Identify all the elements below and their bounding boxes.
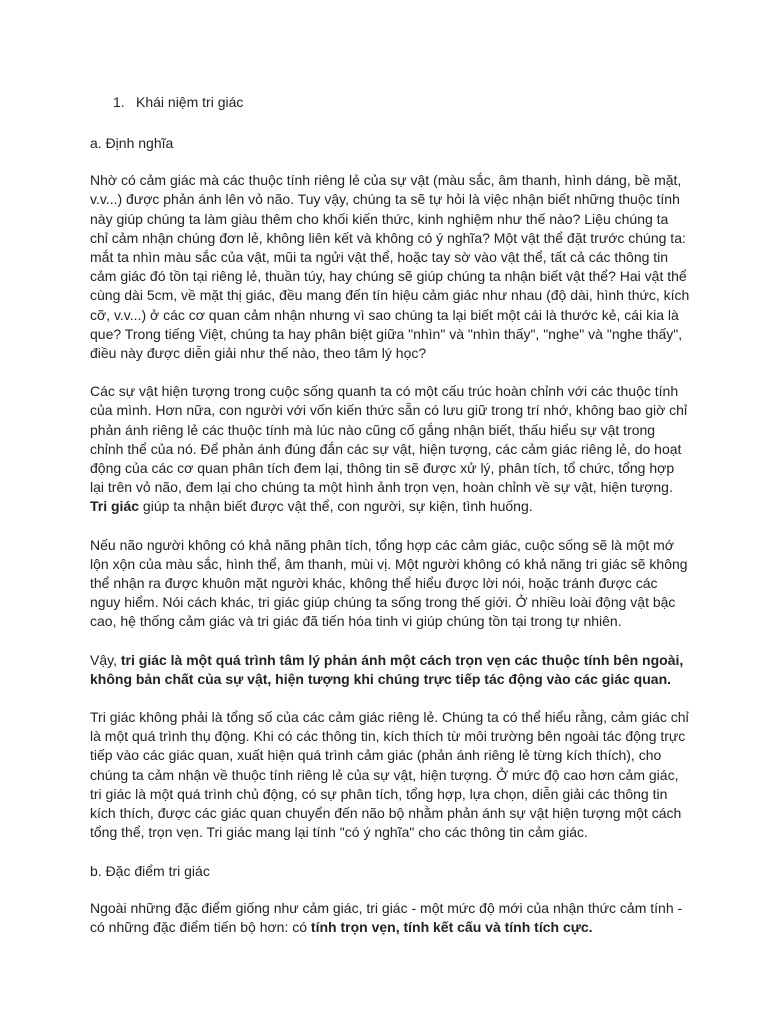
- definition-bold: tri giác là một quá trình tâm lý phản ánh một cách trọn vẹn các thuộc tính bên ngoài, không bản chất của sự vật, hiện tượng khi chúng trực tiếp tác động vào các giác quan.: [90, 651, 684, 687]
- section-a-paragraph-2: [90, 382, 690, 516]
- section-a-title: a. Định nghĩa: [90, 135, 174, 151]
- section-a-paragraph-5: Tri giác không phải là tổng số của các cảm giác riêng lẻ. Chúng ta có thể hiểu rằng, cảm giác chỉ là một quá trình thụ động. Khi có các thông tin, kích thích từ môi trường bên ngoài tác động trực tiếp vào các giác quan, xuất hiện quá trình cảm giác (phản ánh riêng lẻ từng kích thích), cho chúng ta cảm nhận về thuộc tính riêng lẻ của sự vật, hiện tượng. Ở mức độ cao hơn cảm giác, tri giác là một quá trình chủ động, có sự phân tích, tổng hợp, lựa chọn, diễn giải các thông tin kích thích, được các giác quan chuyển đến não bộ nhằm phản ánh sự vật hiện tượng một cách tổng thể, trọn vẹn. Tri giác mang lại tính "có ý nghĩa" cho các thông tin cảm giác.: [90, 709, 689, 841]
- paragraph-2-tail: giúp ta nhận biết được vật thể, con người, sự kiện, tình huống.: [139, 498, 533, 515]
- section-b-text: Ngoài những đặc điểm giống như cảm giác, tri giác - một mức độ mới của nhận thức cảm tính - có những đặc điểm tiến bộ hơn: có: [90, 899, 683, 935]
- definition-lead: Vậy,: [90, 651, 121, 668]
- heading-number: 1.: [113, 94, 125, 110]
- paragraph-2-bold-term: Tri giác: [90, 498, 140, 515]
- section-b-paragraph-1: [90, 899, 690, 937]
- section-a-paragraph-3: Nếu não người không có khả năng phân tích, tổng hợp các cảm giác, cuộc sống sẽ là một mớ lộn xộn của màu sắc, hình thể, âm thanh, mùi vị. Một người không có khả năng tri giác sẽ không thể nhận ra được khuôn mặt người khác, không thể hiểu được lời nói, hoặc tránh được các nguy hiểm. Nói cách khác, tri giác giúp chúng ta sống trong thế giới. Ở nhiều loài động vật bậc cao, hệ thống cảm giác và tri giác đã tiến hóa tinh vi giúp chúng tồn tại trong tự nhiên.: [90, 536, 688, 630]
- heading-title: Khái niệm tri giác: [136, 94, 244, 110]
- numbered-heading: [113, 93, 243, 111]
- paragraph-2-text: Các sự vật hiện tượng trong cuộc sống quanh ta có một cấu trúc hoàn chỉnh với các thuộc tính của mình. Hơn nữa, con người với vốn kiến thức sẵn có lưu giữ trong trí nhớ, không bao giờ chỉ phản ánh riêng lẻ các thuộc tính mà lúc nào cũng cố gắng nhận biết, thấu hiểu sự vật trong chỉnh thể của nó. Để phản ánh đúng đắn các sự vật, hiện tượng, các cảm giác riêng lẻ, do hoạt động của các cơ quan phân tích đem lại, thông tin sẽ được xử lý, phân tích, tổ chức, tổng hợp lại trên vỏ não, đem lại cho chúng ta một hình ảnh trọn vẹn, hoàn chỉnh về sự vật, hiện tượng.: [90, 383, 688, 496]
- section-b-title: b. Đặc điểm tri giác: [90, 862, 210, 879]
- section-a-paragraph-1: Nhờ có cảm giác mà các thuộc tính riêng lẻ của sự vật (màu sắc, âm thanh, hình dáng, bề mặt, v.v...) được phản ánh lên vỏ não. Tuy vậy, chúng ta sẽ tự hỏi là việc nhận biết những thuộc tính này giúp chúng ta làm giàu thêm cho khối kiến thức, kinh nghiệm như thế nào? Liệu chúng ta chỉ cảm nhận chúng đơn lẻ, không liên kết và không có ý nghĩa? Một vật thể đặt trước chúng ta: mắt ta nhìn màu sắc của vật, mũi ta ngửi vật thể, hoặc tay sờ vào vật thể, tất cả các thông tin cảm giác đó tồn tại riêng lẻ, thuần túy, hay chúng sẽ giúp chúng ta nhận biết vật thể? Hai vật thể cùng dài 5cm, về mặt thị giác, đều mang đến tín hiệu cảm giác như nhau (độ dài, hình thức, kích cỡ, v.v...) ở các cơ quan cảm nhận nhưng vì sao chúng ta lại biết một cái là thước kẻ, cái kia là que? Trong tiếng Việt, chúng ta hay phân biệt giữa "nhìn" và "nhìn thấy", "nghe" và "nghe thấy", điều này được diễn giải như thế nào, theo tâm lý học?: [90, 172, 690, 362]
- section-a-definition: [90, 651, 690, 689]
- section-b-bold: tính trọn vẹn, tính kết cấu và tính tích cực.: [310, 918, 593, 935]
- document-body: [90, 134, 690, 956]
